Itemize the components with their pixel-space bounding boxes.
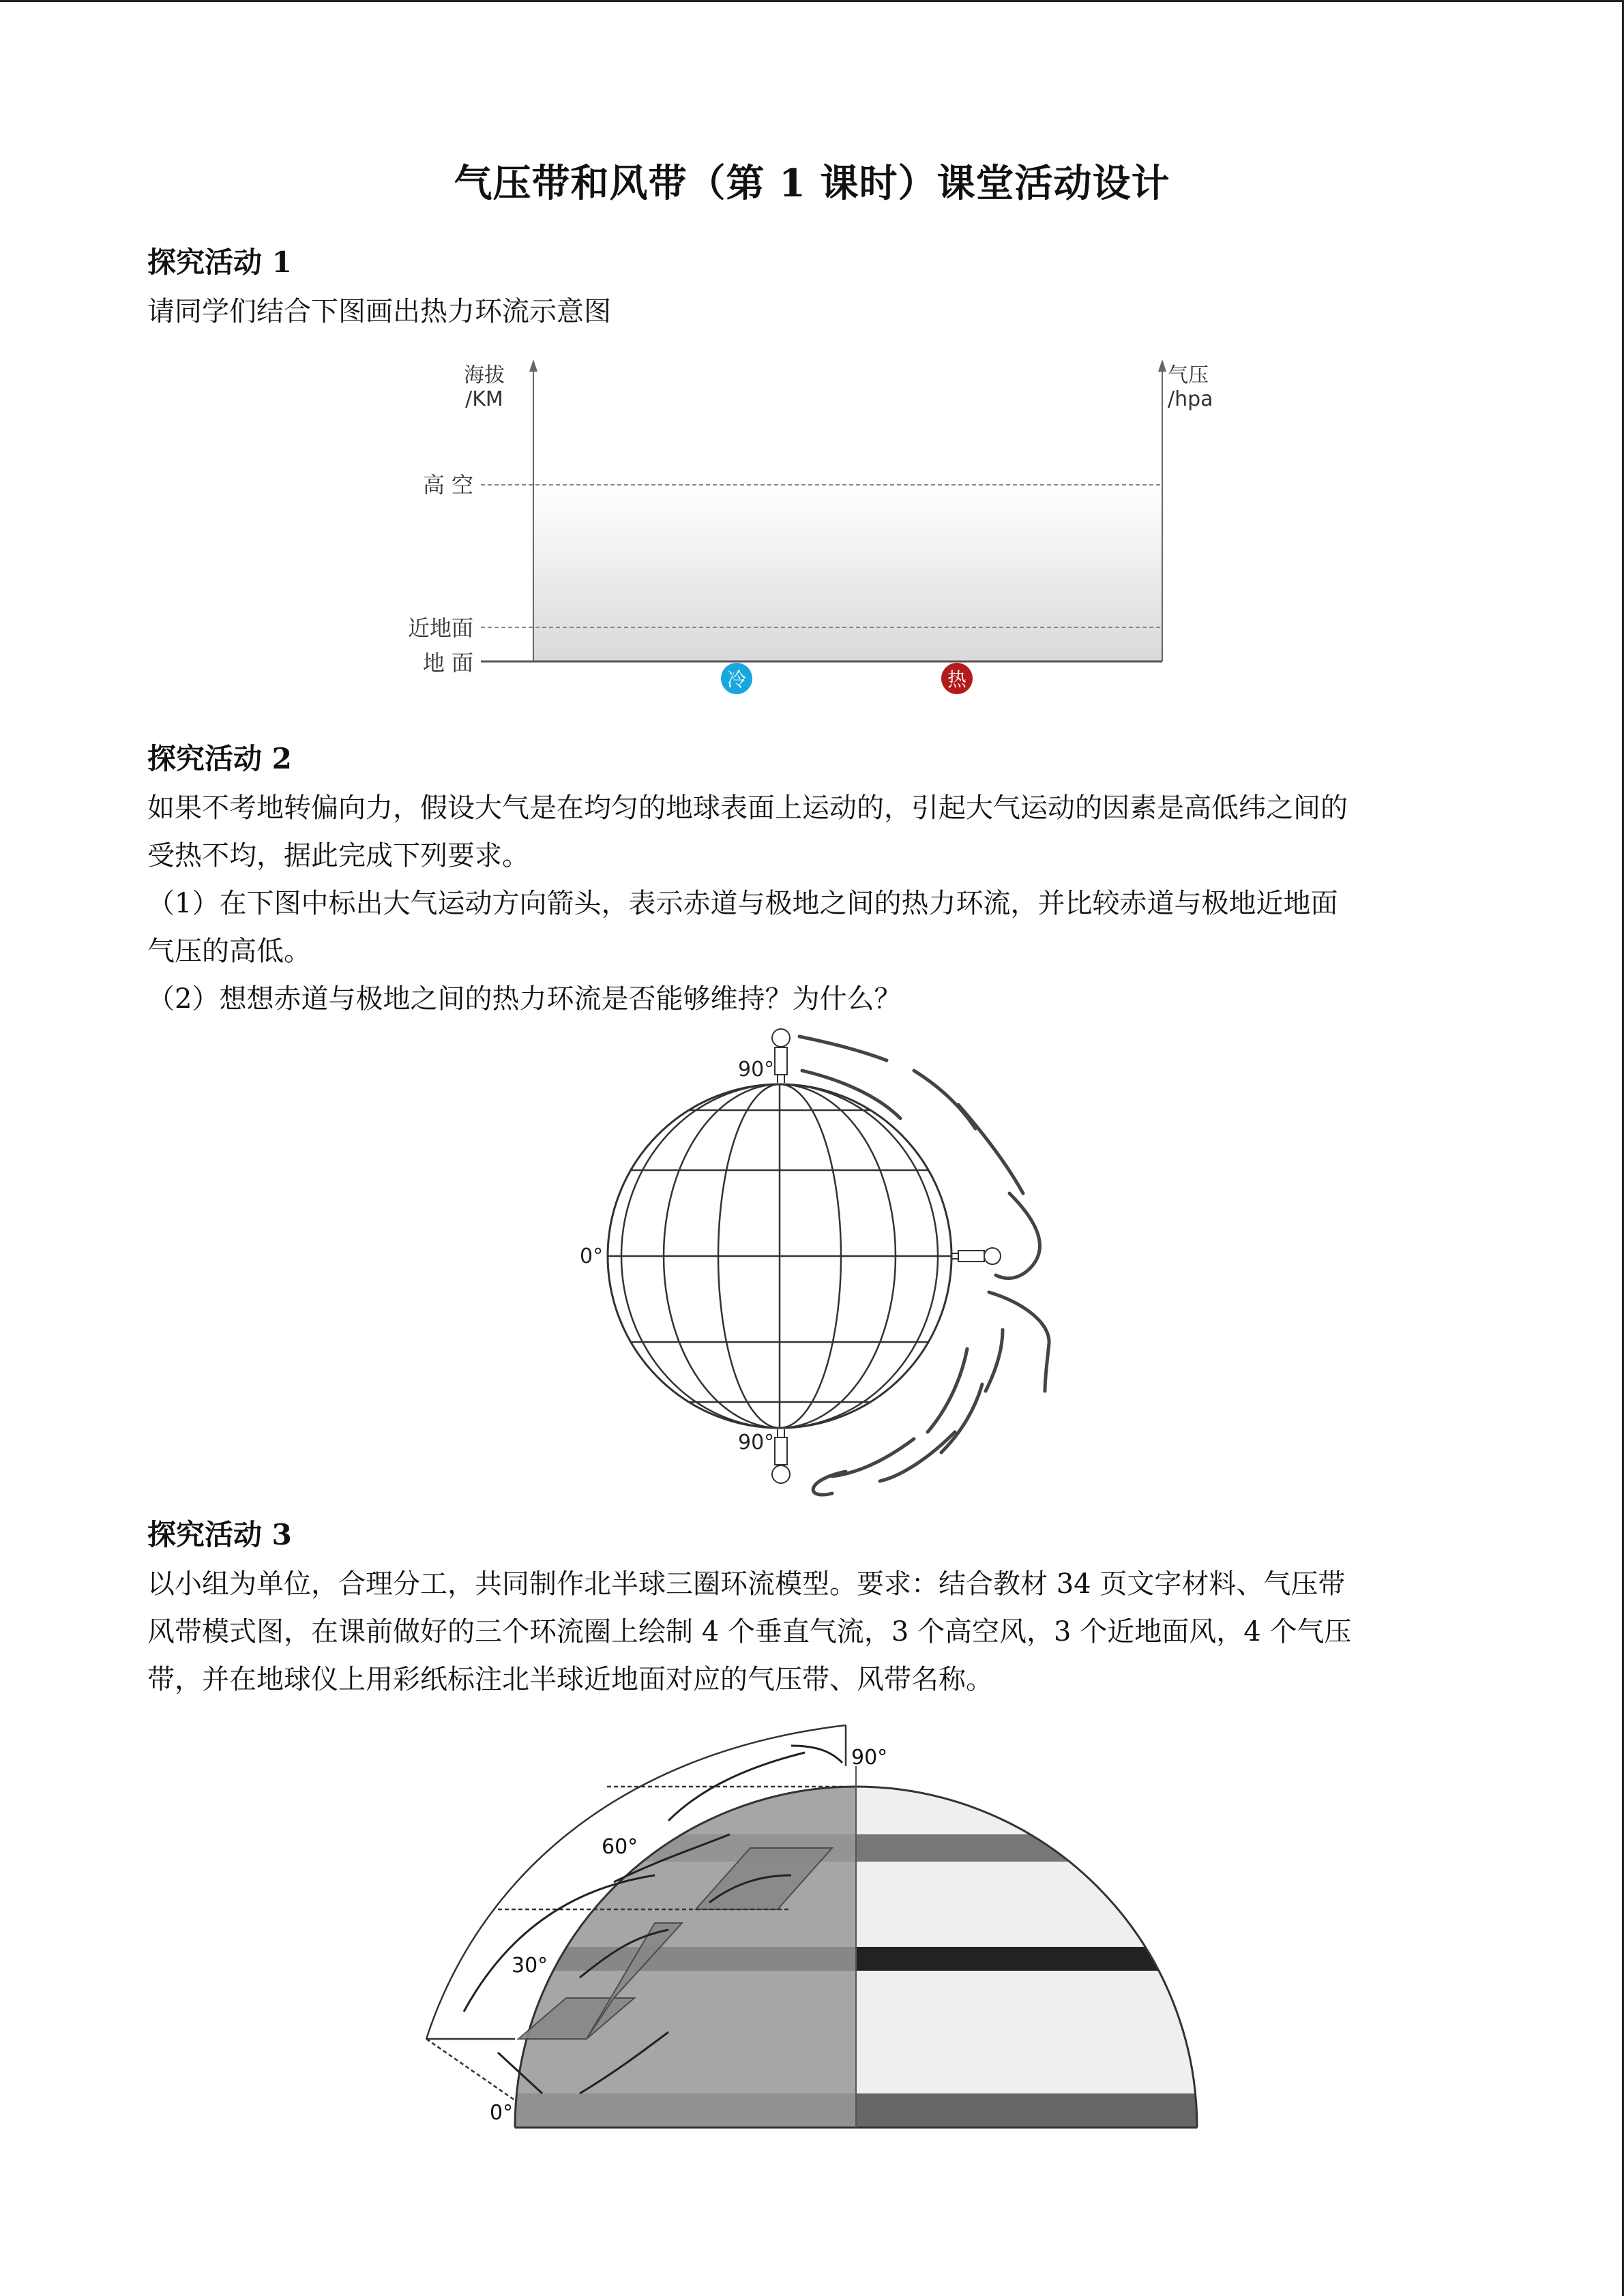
level-ground-label: 地 面 bbox=[422, 650, 473, 676]
cold-label: 冷 bbox=[726, 668, 747, 691]
equator-figure-icon bbox=[951, 1248, 1001, 1264]
lat90-label: 90° bbox=[851, 1746, 888, 1770]
activity2-heading: 探究活动 2 bbox=[147, 742, 292, 775]
lat30-label: 30° bbox=[512, 1954, 548, 1978]
thermal-circulation-diagram bbox=[382, 351, 1228, 706]
lat60-label: 60° bbox=[602, 1835, 638, 1859]
globe-diagram bbox=[559, 1023, 1105, 1500]
three-cell-model-diagram bbox=[409, 1712, 1228, 2134]
air-column bbox=[533, 488, 1162, 661]
activity3-text: 以小组为单位，合理分工，共同制作北半球三圈环流模型。要求：结合教材 34 页文字材料、气压带 风带模式图，在课前做好的三个环流圈上绘制 4 个垂直气流，3 个高空风，3 个近地面风，4 个气压 带，并在地球仪上用彩纸标注北半球近地面对应的气压带、风带名称。 bbox=[147, 1568, 1352, 1695]
activity1-instruction: 请同学们结合下图画出热力环流示意图 bbox=[147, 296, 611, 327]
right-axis-label-2: /hpa bbox=[1168, 387, 1213, 411]
hot-label: 热 bbox=[947, 668, 967, 691]
globe bbox=[608, 1084, 951, 1428]
south-figure-icon bbox=[772, 1429, 790, 1483]
document-title: 气压带和风带（第 1 课时）课堂活动设计 bbox=[454, 161, 1170, 206]
lat0-label: 0° bbox=[490, 2101, 514, 2125]
top-border bbox=[0, 0, 1624, 2]
south-pole-label: 90° bbox=[738, 1431, 775, 1455]
equator-label: 0° bbox=[580, 1244, 604, 1268]
activity2-text: 如果不考地转偏向力，假设大气是在均匀的地球表面上运动的，引起大气运动的因素是高低纬之间的 受热不均，据此完成下列要求。 （1）在下图中标出大气运动方向箭头，表示赤道与极地之间的热力环流，并比较赤道与极地近地面 气压的高低。 （2）想想赤道与极地之间的热力环流是否能够维持？为什么？ bbox=[147, 792, 1348, 1015]
north-pole-label: 90° bbox=[738, 1058, 775, 1082]
level-near-label: 近地面 bbox=[407, 615, 473, 641]
left-axis-label-1: 海拔 bbox=[464, 363, 505, 387]
activity1-heading: 探究活动 1 bbox=[147, 245, 292, 279]
circulation-arcs bbox=[799, 1037, 1049, 1495]
left-axis-label-2: /KM bbox=[465, 387, 503, 411]
activity3-heading: 探究活动 3 bbox=[147, 1518, 292, 1551]
right-axis-label-1: 气压 bbox=[1168, 363, 1209, 387]
north-figure-icon bbox=[772, 1029, 790, 1083]
level-high-label: 高 空 bbox=[422, 472, 473, 498]
